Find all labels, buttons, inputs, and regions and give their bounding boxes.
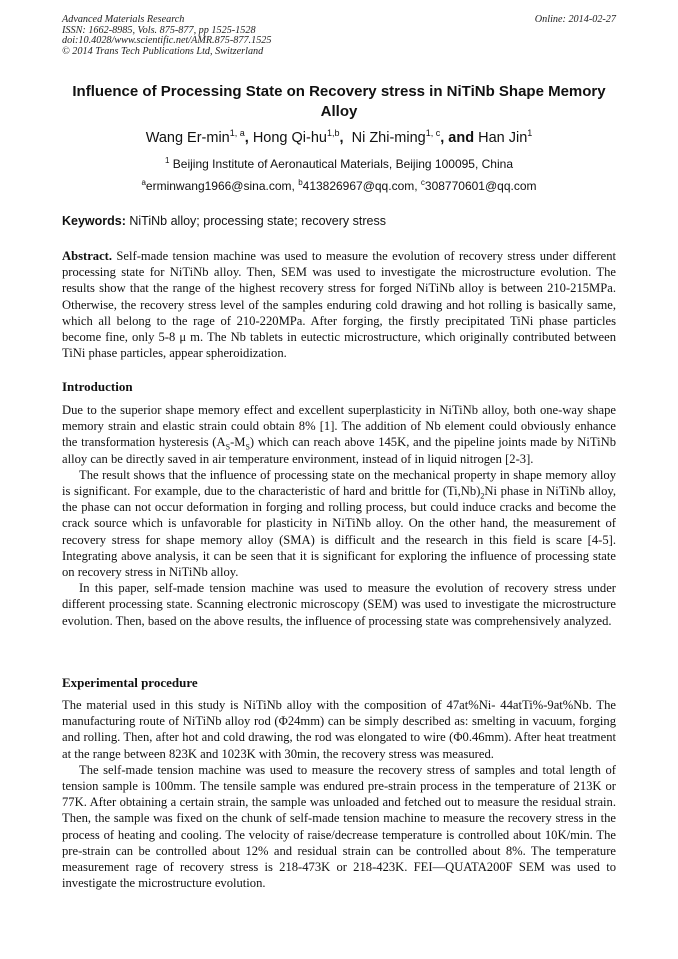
journal-copyright: © 2014 Trans Tech Publications Ltd, Switzerland [62,45,264,57]
abstract-label: Abstract. [62,249,113,263]
email-superscript: c [420,178,425,187]
author-name: Han Jin [478,130,528,146]
author-superscript: 1, a [229,128,245,139]
journal-header [62,15,271,57]
email-superscript: b [298,178,303,187]
author-list [62,128,616,148]
author-name: Wang Er-min [145,130,230,146]
affiliation [62,156,616,172]
email-superscript: a [141,178,146,187]
abstract [62,248,616,361]
author-separator: , [339,130,352,146]
journal-issn: ISSN: 1662-8985, Vols. 875-877, pp 1525-1528 [62,24,256,36]
paragraph: The self-made tension machine was used to measure the recovery stress of samples and total length of tension sample is 100mm. The tensile sample was endured pre-strain process in the temperature of 213K or 77K. After obtaining a certain strain, the sample was unloaded and fetched out to measure the residual strain. Then, the sample was fixed on the chunk of self-made tension machine to measure the recovery stress in the process of heating and cooling. The velocity of raise/decrease temperature is controlled about 10K/min. The pre-strain can be controlled about 12% and residual strain can be controlled about 8%. The temperature measurement rage of recovery stress is 218-473K or 218-423K. FEI—QUATA200F SEM was used to investigate the microstructure evolution. [62,762,616,891]
author-separator: , and [440,130,479,146]
email-address: 413826967@qq.com, [302,179,421,193]
author-superscript: 1, c [425,128,441,139]
section-heading-experimental: Experimental procedure [62,675,198,690]
affiliation-text: Beijing Institute of Aeronautical Materials, Beijing 100095, China [172,157,513,171]
paragraph: The result shows that the influence of processing state on the mechanical property in shape memory alloy is significant. For example, due to the characteristic of hard and brittle for $(Ti,Nb)_2Ni$ phase in NiTiNb alloy, the phase can not occur deformation in forging and rolling process, but could induce cracks and become the crack source which is unfavorable for plasticity in NiTiNb alloy. On the other hand, the measurement of recovery stress for shape memory alloy (SMA) is difficult and the research in this field is scare [4-5]. Integrating above analysis, it can be seen that it is significant for exploring the influence of processing state on recovery stress in NiTiNb alloy. [62,467,616,580]
paper-title: Influence of Processing State on Recovery stress in NiTiNb Shape Memory Alloy [72,83,606,120]
journal-doi: doi:10.4028/www.scientific.net/AMR.875-877.1525 [62,35,272,47]
keywords-label: Keywords: [62,214,126,228]
email-address: erminwang1966@sina.com, [145,179,299,193]
paragraph: The material used in this study is NiTiNb alloy with the composition of 47at%Ni- 44atTi%-9at%Nb. The manufacturing route of NiTiNb alloy rod (Φ24mm) can be simply described as: smelting in vacuum, forging and rolling. Then, after hot and cold drawing, the rod was elongated to wire (Φ0.46mm). After heat treatment at the range between 823K and 1023K with 30min, the recovery stress was measured. [62,698,616,761]
online-date: Online: 2014-02-27 [534,14,616,25]
author-separator: , [244,130,253,146]
journal-name: Advanced Materials Research [62,14,185,25]
abstract-text: Self-made tension machine was used to measure the evolution of recovery stress under different processing state for NiTiNb alloy. Then, SEM was used to investigate the microstructure evolution. The results show that the range of the highest recovery stress for forged NiTiNb alloy is between 210-215MPa. Otherwise, the recovery stress level of the samples enduring cold drawing and hot rolling is basically same, which all belong to the rage of 210-220MPa. After forging, the firstly precipitated TiNi phase particles become fine, only 5-8 μ m. The Nb tablets in eutectic microstructure, which originally contributed between TiNi phase particles, appear spheroidization. [62,249,616,361]
paragraph: Due to the superior shape memory effect and excellent superplasticity in NiTiNb alloy, both one-way shape memory strain and elastic strain could obtain 8% [1]. The addition of Nb element could obviously enhance the transformation hysteresis $(A_S-M_S)$ which can reach above 145K, and the pipeline joints made by NiTiNb alloy can be directly saved in air temperature environment, instead of in liquid nitrogen [2-3]. [62,403,617,466]
introduction-body [62,402,616,629]
keywords-text: NiTiNb alloy; processing state; recovery stress [125,214,386,228]
paragraph: In this paper, self-made tension machine was used to measure the evolution of recovery stress under different processing state. Scanning electronic microscopy (SEM) was used to investigate the microstructure evolution. Then, based on the above results, the influence of processing state was comprehensively analyzed. [62,581,616,628]
section-heading-introduction: Introduction [62,379,133,394]
affiliation-superscript: 1 [164,156,170,165]
experimental-body [62,697,616,891]
email-address: 308770601@qq.com [424,179,537,193]
author-superscript: 1 [527,128,533,139]
author-name: Hong Qi-hu [252,130,327,146]
email-list [62,178,616,194]
keywords [62,213,616,229]
author-superscript: 1,b [326,128,340,139]
author-name: Ni Zhi-ming [351,130,426,146]
